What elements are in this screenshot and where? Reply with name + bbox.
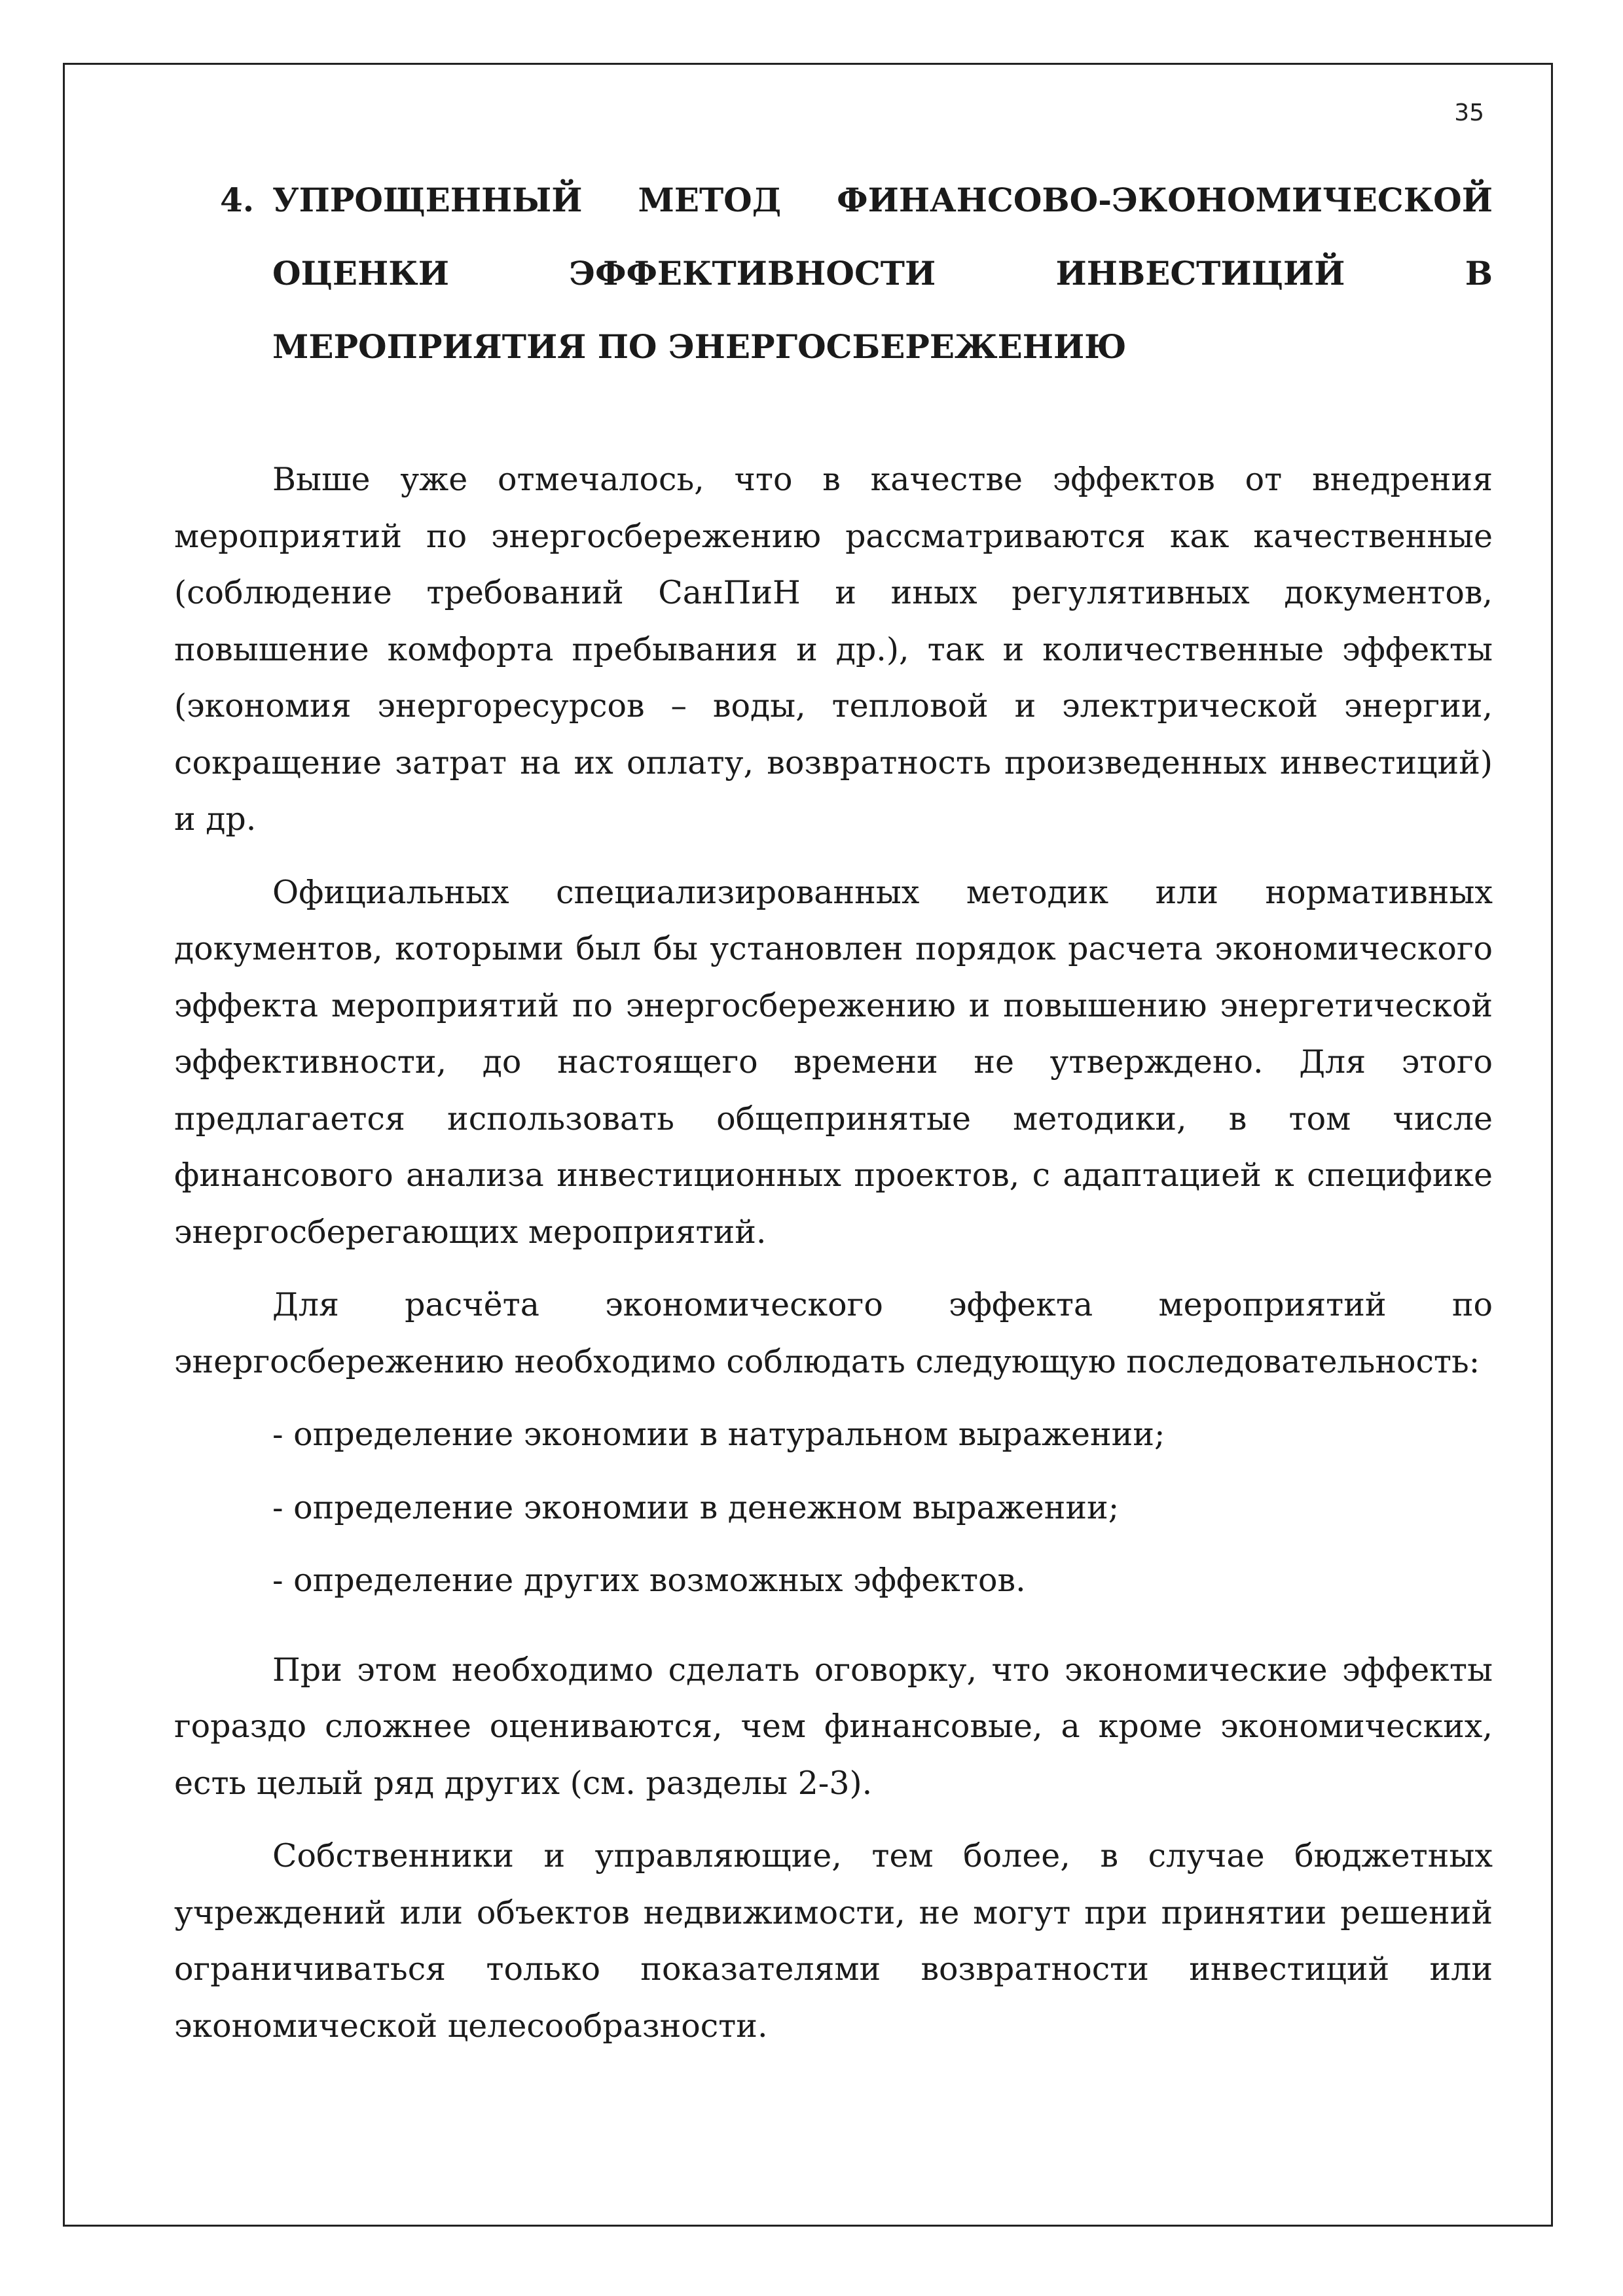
section-heading bbox=[220, 164, 1493, 384]
heading-word: УПРОЩЕННЫЙ bbox=[272, 181, 583, 219]
heading-line-2 bbox=[220, 237, 1493, 310]
page-number: 35 bbox=[1454, 99, 1484, 126]
list-item: - определение экономии в натуральном выражении; bbox=[272, 1416, 1165, 1453]
list-item: - определение других возможных эффектов. bbox=[272, 1562, 1026, 1599]
section-number: 4. bbox=[220, 181, 255, 219]
heading-word: МЕРОПРИЯТИЯ ПО ЭНЕРГОСБЕРЕЖЕНИЮ bbox=[272, 327, 1127, 366]
paragraph-sequence: Для расчёта экономического эффекта мероприятий по энергосбережению необходимо соблюдать следующую последовательность: bbox=[174, 1286, 1493, 1380]
heading-word: ЭФФЕКТИВНОСТИ bbox=[569, 254, 936, 293]
list-item: - определение экономии в денежном выражении; bbox=[272, 1488, 1120, 1526]
heading-word: ИНВЕСТИЦИЙ bbox=[1055, 254, 1345, 293]
heading-word: В bbox=[1465, 254, 1493, 293]
body-text bbox=[174, 452, 1493, 2071]
paragraph-effects: Выше уже отмечалось, что в качестве эффектов от внедрения мероприятий по энергосбережению рассматриваются как качественные (соблюдение требований СанПиН и иных регулятивных документов, повышение комфорта пребывания и др.), так и количественные эффекты (экономия энергоресурсов – воды, тепловой и электрической энергии, сокращение затрат на их оплату, возвратность произведенных инвестиций) и др. bbox=[174, 461, 1493, 838]
heading-line-1 bbox=[220, 164, 1493, 237]
paragraph-owners: Собственники и управляющие, тем более, в случае бюджетных учреждений или объектов недвижимости, не могут при принятии решений ограничиваться только показателями возвратности инвестиций или экономической целесообразности. bbox=[174, 1837, 1493, 2045]
heading-word: ОЦЕНКИ bbox=[272, 254, 449, 293]
heading-word: ФИНАНСОВО-ЭКОНОМИЧЕСКОЙ bbox=[837, 181, 1493, 219]
heading-word: МЕТОД bbox=[638, 181, 782, 219]
paragraph-caveat: При этом необходимо сделать оговорку, что экономические эффекты гораздо сложнее оцениваются, чем финансовые, а кроме экономических, есть целый ряд других (см. разделы 2-3). bbox=[174, 1651, 1493, 1802]
heading-line-3 bbox=[220, 310, 1493, 384]
paragraph-methods: Официальных специализированных методик или нормативных документов, которыми был бы установлен порядок расчета экономического эффекта мероприятий по энергосбережению и повышению энергетической эффективности, до настоящего времени не утверждено. Для этого предлагается использовать общепринятые методики, в том числе финансового анализа инвестиционных проектов, с адаптацией к специфике энергосберегающих мероприятий. bbox=[174, 873, 1493, 1251]
